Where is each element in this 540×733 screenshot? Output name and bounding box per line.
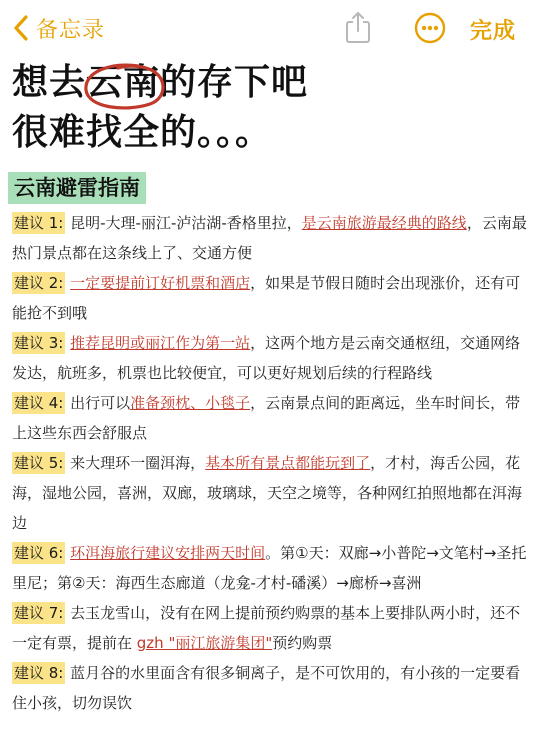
advice-highlight-link[interactable]: 基本所有景点都能玩到了	[205, 454, 371, 472]
advice-text: 去玉龙雪山，没有在网上提前预约购票的基本上要排队两小时，还不一定有票，提前在	[12, 604, 521, 652]
advice-label: 建议 5:	[14, 454, 64, 472]
more-icon[interactable]	[414, 12, 446, 44]
advice-text: ，云南最热门景点都在这条线上了、交通方便	[12, 214, 527, 262]
advice-highlight-link[interactable]: 是云南旅游最经典的路线	[301, 214, 467, 232]
advice-text: 。第①天：双廊→小普陀→文笔村→圣托里尼；第②天：海西生态廊道（龙龛-才村-磻溪）→廊桥→喜洲	[12, 544, 527, 592]
advice-label: 建议 8:	[14, 664, 64, 682]
chevron-left-icon	[12, 14, 30, 42]
advice-text: 出行可以	[65, 394, 131, 412]
advice-item-6	[12, 538, 532, 598]
advice-label: 建议 3:	[14, 334, 64, 352]
advice-text: ，这两个地方是云南交通枢纽，交通网络发达，航班多，机票也比较便宜，可以更好规划后续的行程路线	[12, 334, 521, 382]
advice-item-5	[12, 448, 532, 538]
advice-item-4	[12, 388, 532, 448]
advice-highlight-link[interactable]: 推荐昆明或丽江作为第一站	[70, 334, 251, 352]
advice-item-2	[12, 268, 532, 328]
advice-text: ，云南景点间的距离远，坐车时间长，带上这些东西会舒服点	[12, 394, 521, 442]
advice-highlight-link[interactable]: gzh "丽江旅游集团"	[136, 634, 273, 652]
advice-item-3	[12, 328, 532, 388]
advice-text: 昆明-大理-丽江-泸沽湖-香格里拉，	[65, 214, 302, 232]
title-line-1: 想去云南的存下吧	[12, 62, 309, 103]
nav-bar	[0, 0, 540, 56]
advice-label: 建议 6:	[14, 544, 64, 562]
advice-text: 蓝月谷的水里面含有很多铜离子，是不可饮用的，有小孩的一定要看住小孩，切勿误饮	[12, 664, 521, 712]
advice-item-1	[12, 208, 532, 268]
back-button[interactable]	[12, 12, 105, 44]
share-icon[interactable]	[344, 10, 372, 44]
advice-text: ，才村，海舌公园，花海，湿地公园，喜洲，双廊，玻璃球，天空之境等，各种网红拍照地都在洱海边	[12, 454, 523, 532]
advice-highlight-link[interactable]: 环洱海旅行建议安排两天时间	[70, 544, 266, 562]
section-heading: 云南避雷指南	[8, 172, 146, 204]
advice-label: 建议 7:	[14, 604, 64, 622]
advice-label: 建议 2:	[14, 274, 64, 292]
title-line-2: 很难找全的。。。	[12, 112, 273, 153]
done-button[interactable]: 完成	[470, 19, 517, 44]
advice-item-8	[12, 658, 532, 718]
advice-label: 建议 4:	[14, 394, 64, 412]
back-label: 备忘录	[36, 17, 106, 43]
advice-highlight-link[interactable]: 准备颈枕、小毯子	[130, 394, 251, 412]
advice-list	[12, 208, 532, 718]
note-title	[12, 58, 532, 158]
advice-highlight-link[interactable]: 一定要提前订好机票和酒店	[70, 274, 251, 292]
advice-label: 建议 1:	[14, 214, 64, 232]
advice-text: 预约购票	[272, 634, 333, 652]
advice-text: 来大理环一圈洱海，	[65, 454, 206, 472]
advice-item-7	[12, 598, 532, 658]
advice-text: ，如果是节假日随时会出现涨价，还有可能抢不到哦	[12, 274, 521, 322]
